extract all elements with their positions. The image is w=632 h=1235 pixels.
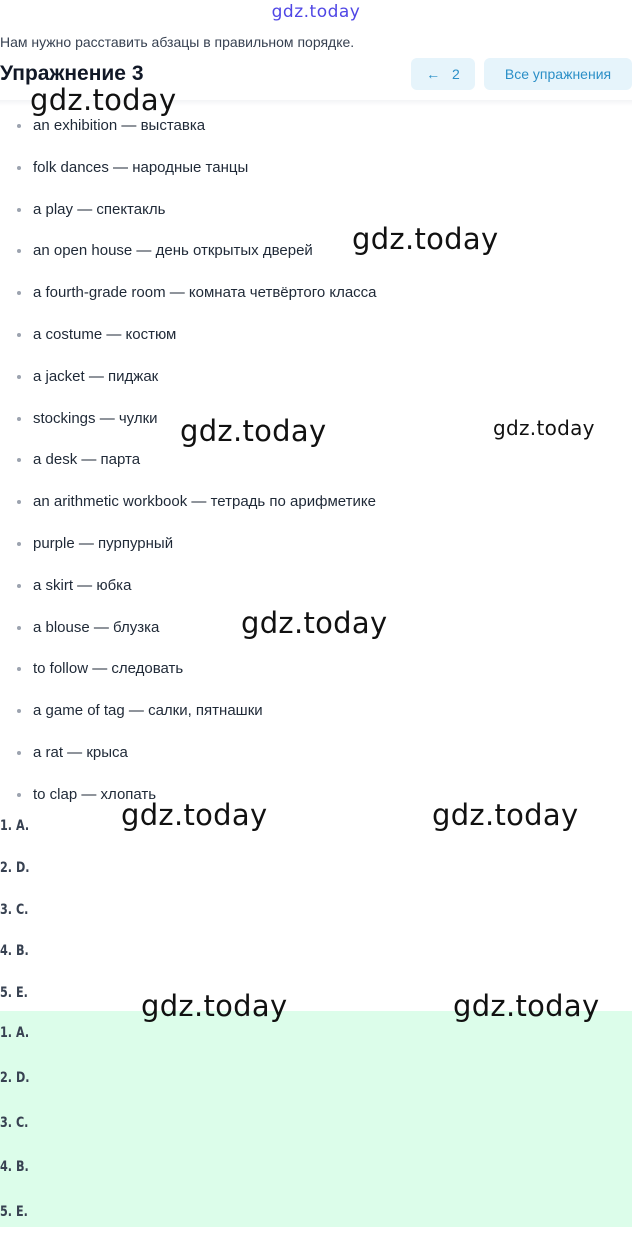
vocab-item [0, 481, 632, 523]
bullet-icon [17, 793, 21, 797]
bullet-icon [17, 249, 21, 253]
answer-item: 2. D. [0, 859, 30, 876]
vocab-text: a skirt — юбка [33, 576, 132, 594]
answer-item: 4. B. [0, 943, 29, 960]
vocab-item [0, 314, 632, 356]
bullet-icon [17, 709, 21, 713]
exercise-header [0, 58, 632, 100]
answer-item: 3. C. [0, 1114, 29, 1131]
site-logo[interactable]: gdz.today [271, 2, 361, 22]
bullet-icon [17, 500, 21, 504]
bullet-icon [17, 291, 21, 295]
vocab-text: folk dances — народные танцы [33, 158, 249, 176]
answer-list [0, 806, 632, 1015]
vocab-list [0, 105, 632, 816]
vocab-text: a desk — парта [33, 451, 141, 469]
watermark: gdz.today [30, 83, 177, 117]
vocab-item [0, 565, 632, 607]
vocab-text: purple — пурпурный [33, 534, 174, 552]
bullet-icon [17, 751, 21, 755]
bullet-icon [17, 417, 21, 421]
vocab-text: a play — спектакль [33, 200, 166, 218]
vocab-text: a game of tag — салки, пятнашки [33, 702, 263, 720]
vocab-text: an exhibition — выставка [33, 117, 206, 134]
vocab-text: an arithmetic workbook — тетрадь по арифметике [33, 493, 376, 511]
answer-item: 1. A. [0, 1025, 30, 1041]
answer-list-highlighted [0, 1011, 632, 1227]
bullet-icon [17, 124, 21, 128]
bullet-icon [17, 375, 21, 379]
vocab-text: a blouse — блузка [33, 618, 160, 636]
exercise-title: Упражнение 3 [0, 62, 144, 85]
answer-item: 3. C. [0, 901, 29, 918]
vocab-item [0, 230, 632, 272]
vocab-item [0, 398, 632, 440]
vocab-text: a rat — крыса [33, 743, 128, 761]
answer-item: 2. D. [0, 1069, 30, 1086]
prev-exercise-button[interactable] [411, 58, 475, 90]
watermark: gdz.today [493, 416, 595, 440]
answer-item: 4. B. [0, 1159, 29, 1176]
watermark: gdz.today [453, 989, 600, 1023]
answer-item: 1. A. [0, 818, 30, 834]
vocab-item [0, 690, 632, 732]
watermark: gdz.today [180, 414, 327, 448]
watermark: gdz.today [432, 798, 579, 832]
vocab-item [0, 189, 632, 231]
intro-text: Нам нужно расставить абзацы в правильном порядке. [0, 34, 355, 50]
vocab-item [0, 105, 632, 147]
all-exercises-button[interactable]: Все упражнения [484, 58, 632, 90]
vocab-item [0, 147, 632, 189]
bullet-icon [17, 626, 21, 630]
vocab-text: to follow — следовать [33, 660, 184, 678]
bullet-icon [17, 333, 21, 337]
vocab-text: a jacket — пиджак [33, 367, 159, 385]
vocab-item [0, 356, 632, 398]
answer-item: 5. E. [0, 985, 28, 1002]
bullet-icon [17, 542, 21, 546]
vocab-text: to clap — хлопать [33, 785, 157, 803]
vocab-text: a costume — костюм [33, 325, 177, 343]
watermark: gdz.today [141, 989, 288, 1023]
bullet-icon [17, 166, 21, 170]
vocab-item [0, 523, 632, 565]
watermark: gdz.today [121, 798, 268, 832]
vocab-text: stockings — чулки [33, 409, 158, 427]
prev-exercise-label: 2 [452, 66, 460, 82]
watermark: gdz.today [241, 606, 388, 640]
vocab-item [0, 732, 632, 774]
vocab-text: an open house — день открытых дверей [33, 242, 313, 260]
arrow-left-icon: ← [426, 66, 441, 82]
vocab-item [0, 272, 632, 314]
bullet-icon [17, 584, 21, 588]
bullet-icon [17, 667, 21, 671]
bullet-icon [17, 458, 21, 462]
answer-item: 5. E. [0, 1204, 28, 1221]
watermark: gdz.today [352, 222, 499, 256]
vocab-text: a fourth-grade room — комната четвёртого класса [33, 284, 377, 302]
bullet-icon [17, 208, 21, 212]
vocab-item [0, 607, 632, 649]
vocab-item [0, 648, 632, 690]
vocab-item [0, 439, 632, 481]
